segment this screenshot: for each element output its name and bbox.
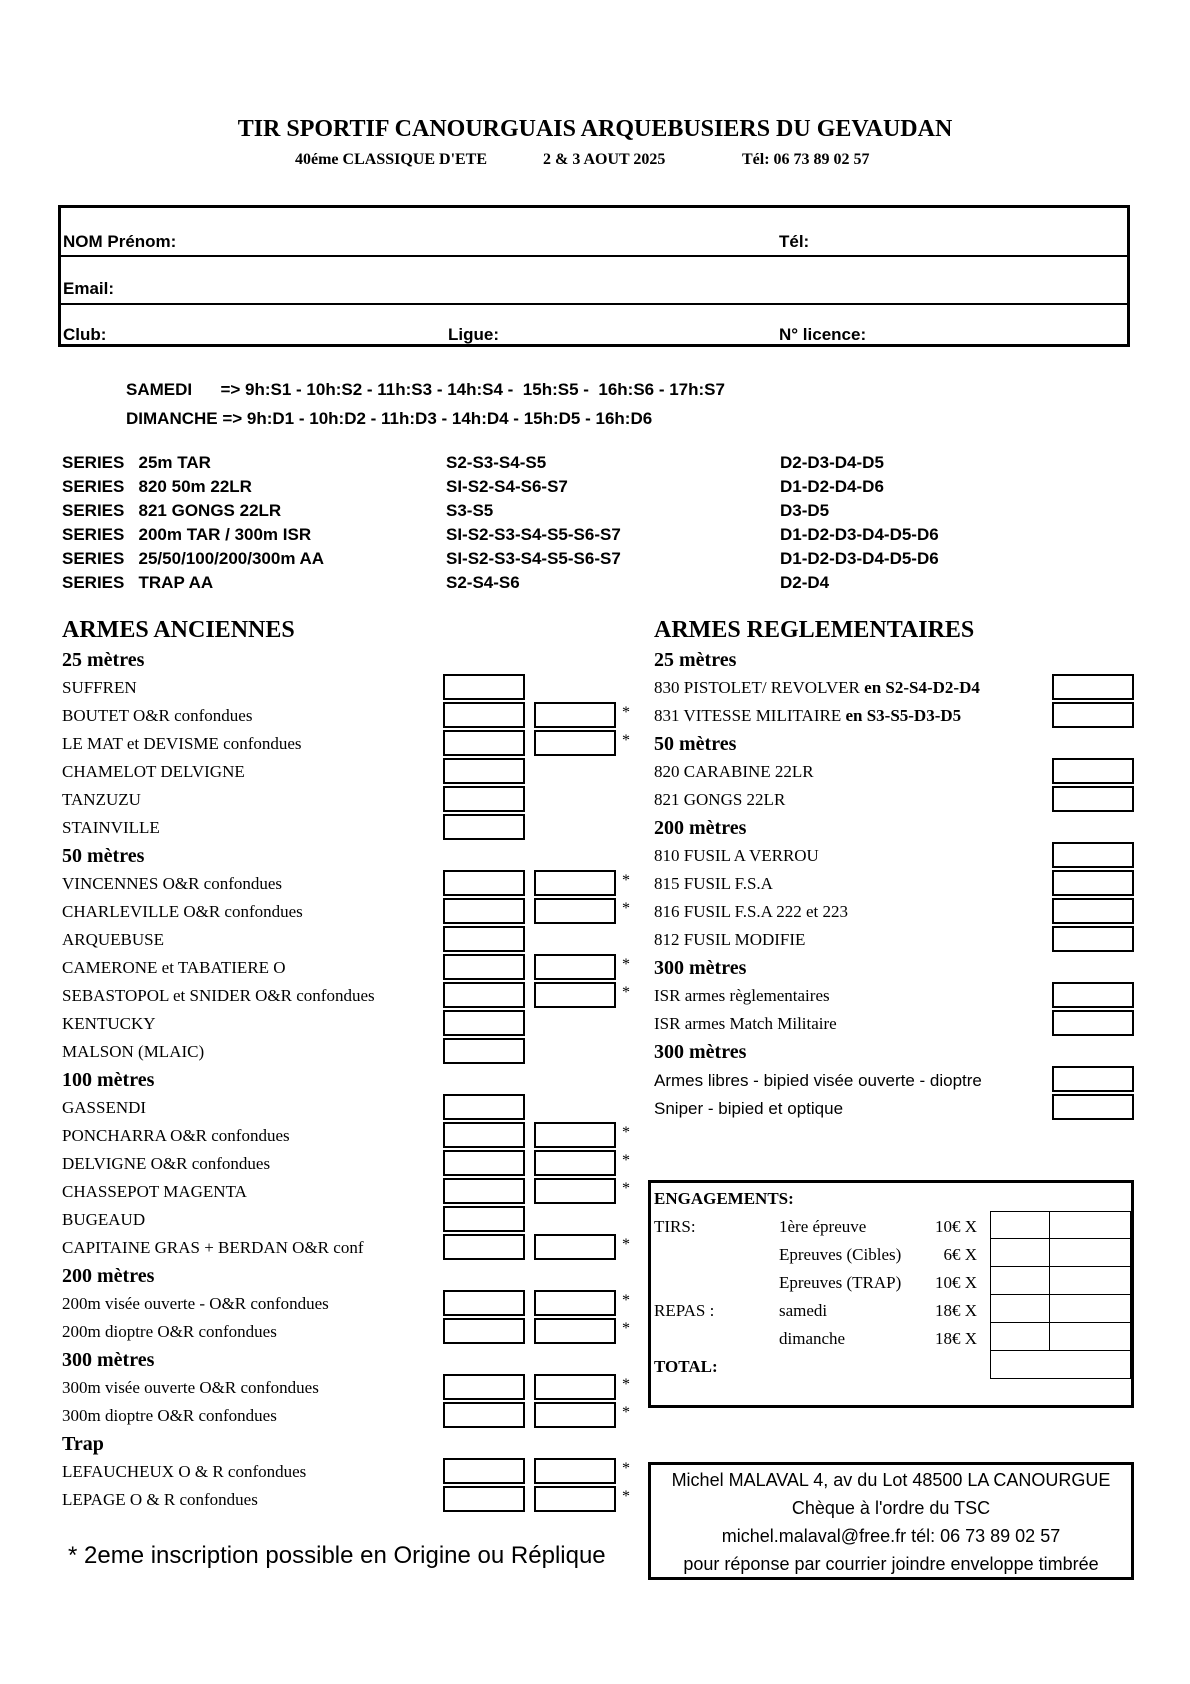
checkbox-vitesse-militaire[interactable]: [1052, 702, 1134, 728]
checkbox-kentucky[interactable]: [443, 1010, 525, 1036]
asterisk: *: [622, 1404, 630, 1421]
series-name: SERIES 200m TAR / 300m ISR: [62, 525, 312, 544]
series-name: SERIES 25/50/100/200/300m AA: [62, 549, 325, 568]
item-tanzuzu: TANZUZU: [62, 790, 141, 809]
contact-email-tel: michel.malaval@free.fr tél: 06 73 89 02 57: [721, 1526, 1061, 1546]
checkbox-charleville-2[interactable]: [534, 898, 616, 924]
asterisk: *: [622, 704, 630, 721]
item-poncharra: PONCHARRA O&R confondues: [62, 1126, 290, 1145]
tel-field-label: Tél:: [779, 232, 810, 251]
item-armes-libres: Armes libres - bipied visée ouverte - dioptre: [654, 1071, 982, 1090]
pistolet-series: en S2-S4-D2-D4: [864, 678, 980, 697]
contact-reply: pour réponse par courrier joindre enveloppe timbrée: [683, 1554, 1099, 1574]
item-boutet: BOUTET O&R confondues: [62, 706, 253, 725]
checkbox-arquebuse[interactable]: [443, 926, 525, 952]
item-vincennes: VINCENNES O&R confondues: [62, 874, 283, 893]
series-dimanche: D3-D5: [780, 501, 830, 520]
schedule-dimanche: DIMANCHE => 9h:D1 - 10h:D2 - 11h:D3 - 14h:D4 - 15h:D5 - 16h:D6: [126, 409, 653, 428]
footnote: * 2eme inscription possible en Origine ou Réplique: [68, 1542, 606, 1569]
amount-cell[interactable]: [1049, 1266, 1131, 1295]
identity-form: [58, 205, 1130, 347]
checkbox-fusil-fsa-816[interactable]: [1052, 898, 1134, 924]
section-200m: 200 mètres: [62, 1265, 155, 1287]
amount-cell[interactable]: [1049, 1211, 1131, 1239]
club-row[interactable]: [61, 303, 1127, 344]
checkbox-poncharra[interactable]: [443, 1122, 525, 1148]
item-fusil-fsa-815: 815 FUSIL F.S.A: [654, 874, 773, 893]
checkbox-fusil-modifie[interactable]: [1052, 926, 1134, 952]
series-dimanche: D2-D4: [780, 573, 830, 592]
asterisk: *: [622, 872, 630, 889]
vitesse-label: 831 VITESSE MILITAIRE: [654, 706, 842, 725]
checkbox-300m-visee[interactable]: [443, 1374, 525, 1400]
asterisk: *: [622, 1376, 630, 1393]
item-gongs-22lr: 821 GONGS 22LR: [654, 790, 786, 809]
checkbox-sebastopol-2[interactable]: [534, 982, 616, 1008]
section-50m: 50 mètres: [654, 733, 737, 755]
series-samedi: SI-S2-S4-S6-S7: [446, 477, 568, 496]
section-100m: 100 mètres: [62, 1069, 155, 1091]
checkbox-fusil-fsa-815[interactable]: [1052, 870, 1134, 896]
asterisk: *: [622, 1236, 630, 1253]
item-chamelot: CHAMELOT DELVIGNE: [62, 762, 245, 781]
series-name: SERIES 25m TAR: [62, 453, 211, 472]
section-25m: 25 mètres: [62, 649, 145, 671]
checkbox-fusil-verrou[interactable]: [1052, 842, 1134, 868]
checkbox-boutet-2[interactable]: [534, 702, 616, 728]
contact-box: [648, 1462, 1134, 1580]
series-name: SERIES 821 GONGS 22LR: [62, 501, 282, 520]
item-vitesse-militaire: [654, 706, 961, 726]
checkbox-capitaine-gras-2[interactable]: [534, 1234, 616, 1260]
fee-price: 18€ X: [934, 1329, 977, 1348]
section-300m: 300 mètres: [654, 957, 747, 979]
organizer-phone: Tél: 06 73 89 02 57: [742, 151, 870, 168]
contact-address: Michel MALAVAL 4, av du Lot 48500 LA CANOURGUE: [671, 1470, 1111, 1490]
item-fusil-modifie: 812 FUSIL MODIFIE: [654, 930, 806, 949]
fee-price: 18€ X: [934, 1301, 977, 1320]
asterisk: *: [622, 1292, 630, 1309]
item-300m-visee: 300m visée ouverte O&R confondues: [62, 1378, 319, 1397]
checkbox-lefaucheux[interactable]: [443, 1458, 525, 1484]
dates: 2 & 3 AOUT 2025: [543, 151, 666, 168]
vitesse-series: en S3-S5-D3-D5: [845, 706, 962, 725]
section-25m: 25 mètres: [654, 649, 737, 671]
qty-cell[interactable]: [990, 1238, 1050, 1267]
section-trap: Trap: [62, 1433, 104, 1455]
fee-price: 10€ X: [934, 1273, 977, 1292]
licence-field-label: N° licence:: [779, 325, 867, 344]
fee-price: 10€ X: [934, 1217, 977, 1236]
item-malson: MALSON (MLAIC): [62, 1042, 205, 1061]
checkbox-delvigne-2[interactable]: [534, 1150, 616, 1176]
ligue-field-label: Ligue:: [448, 325, 499, 344]
email-row[interactable]: [61, 255, 1127, 298]
amount-cell[interactable]: [1049, 1322, 1131, 1351]
fee-label: samedi: [779, 1301, 828, 1320]
fee-label: dimanche: [779, 1329, 846, 1348]
qty-cell[interactable]: [990, 1211, 1050, 1239]
item-charleville: CHARLEVILLE O&R confondues: [62, 902, 303, 921]
armes-reglementaires-title: ARMES REGLEMENTAIRES: [654, 617, 975, 643]
checkbox-300m-dioptre[interactable]: [443, 1402, 525, 1428]
checkbox-200m-visee[interactable]: [443, 1290, 525, 1316]
edition: 40éme CLASSIQUE D'ETE: [295, 151, 488, 168]
tirs-label: TIRS:: [654, 1217, 696, 1236]
checkbox-pistolet-revolver[interactable]: [1052, 674, 1134, 700]
name-field-label: NOM Prénom:: [63, 232, 177, 251]
asterisk: *: [622, 1488, 630, 1505]
series-dimanche: D1-D2-D3-D4-D5-D6: [780, 525, 939, 544]
schedule-samedi: SAMEDI => 9h:S1 - 10h:S2 - 11h:S3 - 14h:S4 - 15h:S5 - 16h:S6 - 17h:S7: [126, 380, 725, 399]
section-300m: 300 mètres: [62, 1349, 155, 1371]
section-200m: 200 mètres: [654, 817, 747, 839]
email-field-label: Email:: [63, 279, 115, 298]
checkbox-malson[interactable]: [443, 1038, 525, 1064]
checkbox-suffren[interactable]: [443, 674, 525, 700]
checkbox-lepage-2[interactable]: [534, 1486, 616, 1512]
item-lepage: LEPAGE O & R confondues: [62, 1490, 258, 1509]
checkbox-sniper[interactable]: [1052, 1094, 1134, 1120]
checkbox-lepage[interactable]: [443, 1486, 525, 1512]
checkbox-lemat[interactable]: [443, 730, 525, 756]
checkbox-isr-reglementaires[interactable]: [1052, 982, 1134, 1008]
item-isr-match: ISR armes Match Militaire: [654, 1014, 837, 1033]
item-arquebuse: ARQUEBUSE: [62, 930, 165, 949]
series-dimanche: D1-D2-D3-D4-D5-D6: [780, 549, 939, 568]
checkbox-camerone-2[interactable]: [534, 954, 616, 980]
item-fusil-fsa-816: 816 FUSIL F.S.A 222 et 223: [654, 902, 849, 921]
armes-anciennes-title: ARMES ANCIENNES: [62, 617, 295, 643]
item-camerone: CAMERONE et TABATIERE O: [62, 958, 286, 977]
pistolet-label: 830 PISTOLET/ REVOLVER: [654, 678, 860, 697]
fee-price: 6€ X: [943, 1245, 977, 1264]
checkbox-tanzuzu[interactable]: [443, 786, 525, 812]
series-samedi: SI-S2-S3-S4-S5-S6-S7: [446, 525, 621, 544]
section-50m: 50 mètres: [62, 845, 145, 867]
item-kentucky: KENTUCKY: [62, 1014, 156, 1033]
asterisk: *: [622, 900, 630, 917]
item-200m-dioptre: 200m dioptre O&R confondues: [62, 1322, 277, 1341]
engagements-title: ENGAGEMENTS:: [654, 1189, 794, 1208]
item-chassepot: CHASSEPOT MAGENTA: [62, 1182, 247, 1201]
checkbox-bugeaud[interactable]: [443, 1206, 525, 1232]
item-bugeaud: BUGEAUD: [62, 1210, 146, 1229]
series-name: SERIES 820 50m 22LR: [62, 477, 252, 496]
checkbox-chassepot-2[interactable]: [534, 1178, 616, 1204]
checkbox-200m-visee-2[interactable]: [534, 1290, 616, 1316]
checkbox-armes-libres[interactable]: [1052, 1066, 1134, 1092]
item-pistolet-revolver: [654, 678, 980, 698]
item-fusil-verrou: 810 FUSIL A VERROU: [654, 846, 819, 865]
checkbox-boutet[interactable]: [443, 702, 525, 728]
series-samedi: SI-S2-S3-S4-S5-S6-S7: [446, 549, 621, 568]
checkbox-vincennes[interactable]: [443, 870, 525, 896]
asterisk: *: [622, 1320, 630, 1337]
series-samedi: S3-S5: [446, 501, 494, 520]
page-title: TIR SPORTIF CANOURGUAIS ARQUEBUSIERS DU GEVAUDAN: [237, 116, 953, 142]
amount-cell[interactable]: [1049, 1238, 1131, 1267]
checkbox-chassepot[interactable]: [443, 1178, 525, 1204]
fee-label: Epreuves (TRAP): [779, 1273, 902, 1292]
item-stainville: STAINVILLE: [62, 818, 160, 837]
engagements-box: [648, 1180, 1134, 1408]
series-samedi: S2-S3-S4-S5: [446, 453, 547, 472]
item-isr-reglementaires: ISR armes règlementaires: [654, 986, 830, 1005]
checkbox-vincennes-2[interactable]: [534, 870, 616, 896]
item-carabine-22lr: 820 CARABINE 22LR: [654, 762, 814, 781]
checkbox-charleville[interactable]: [443, 898, 525, 924]
checkbox-200m-dioptre[interactable]: [443, 1318, 525, 1344]
section-300m: 300 mètres: [654, 1041, 747, 1063]
qty-cell[interactable]: [990, 1294, 1050, 1323]
total-label: TOTAL:: [654, 1357, 718, 1376]
series-dimanche: D1-D2-D4-D6: [780, 477, 884, 496]
checkbox-gassendi[interactable]: [443, 1094, 525, 1120]
asterisk: *: [622, 1152, 630, 1169]
checkbox-capitaine-gras[interactable]: [443, 1234, 525, 1260]
item-delvigne: DELVIGNE O&R confondues: [62, 1154, 271, 1173]
checkbox-lemat-2[interactable]: [534, 730, 616, 756]
checkbox-delvigne[interactable]: [443, 1150, 525, 1176]
item-sebastopol: SEBASTOPOL et SNIDER O&R confondues: [62, 986, 375, 1005]
item-sniper: Sniper - bipied et optique: [654, 1099, 844, 1118]
series-dimanche: D2-D3-D4-D5: [780, 453, 884, 472]
checkbox-carabine-22lr[interactable]: [1052, 758, 1134, 784]
asterisk: *: [622, 1460, 630, 1477]
amount-cell[interactable]: [1049, 1294, 1131, 1323]
checkbox-lefaucheux-2[interactable]: [534, 1458, 616, 1484]
item-capitaine-gras: CAPITAINE GRAS + BERDAN O&R conf: [62, 1238, 364, 1257]
checkbox-300m-dioptre-2[interactable]: [534, 1402, 616, 1428]
asterisk: *: [622, 956, 630, 973]
checkbox-200m-dioptre-2[interactable]: [534, 1318, 616, 1344]
item-300m-dioptre: 300m dioptre O&R confondues: [62, 1406, 277, 1425]
club-field-label: Club:: [63, 325, 107, 344]
checkbox-isr-match[interactable]: [1052, 1010, 1134, 1036]
item-200m-visee: 200m visée ouverte - O&R confondues: [62, 1294, 329, 1313]
checkbox-poncharra-2[interactable]: [534, 1122, 616, 1148]
checkbox-camerone[interactable]: [443, 954, 525, 980]
repas-label: REPAS :: [654, 1301, 715, 1320]
checkbox-gongs-22lr[interactable]: [1052, 786, 1134, 812]
total-cell[interactable]: [990, 1350, 1131, 1379]
item-lefaucheux: LEFAUCHEUX O & R confondues: [62, 1462, 307, 1481]
item-lemat: LE MAT et DEVISME confondues: [62, 734, 302, 753]
series-name: SERIES TRAP AA: [62, 573, 214, 592]
checkbox-300m-visee-2[interactable]: [534, 1374, 616, 1400]
item-gassendi: GASSENDI: [62, 1098, 147, 1117]
fee-label: 1ère épreuve: [779, 1217, 867, 1236]
qty-cell[interactable]: [990, 1266, 1050, 1295]
checkbox-stainville[interactable]: [443, 814, 525, 840]
checkbox-chamelot[interactable]: [443, 758, 525, 784]
asterisk: *: [622, 1180, 630, 1197]
item-suffren: SUFFREN: [62, 678, 137, 697]
series-samedi: S2-S4-S6: [446, 573, 520, 592]
checkbox-sebastopol[interactable]: [443, 982, 525, 1008]
fee-label: Epreuves (Cibles): [779, 1245, 902, 1264]
asterisk: *: [622, 984, 630, 1001]
qty-cell[interactable]: [990, 1322, 1050, 1351]
asterisk: *: [622, 732, 630, 749]
asterisk: *: [622, 1124, 630, 1141]
contact-cheque: Chèque à l'ordre du TSC: [791, 1498, 991, 1518]
